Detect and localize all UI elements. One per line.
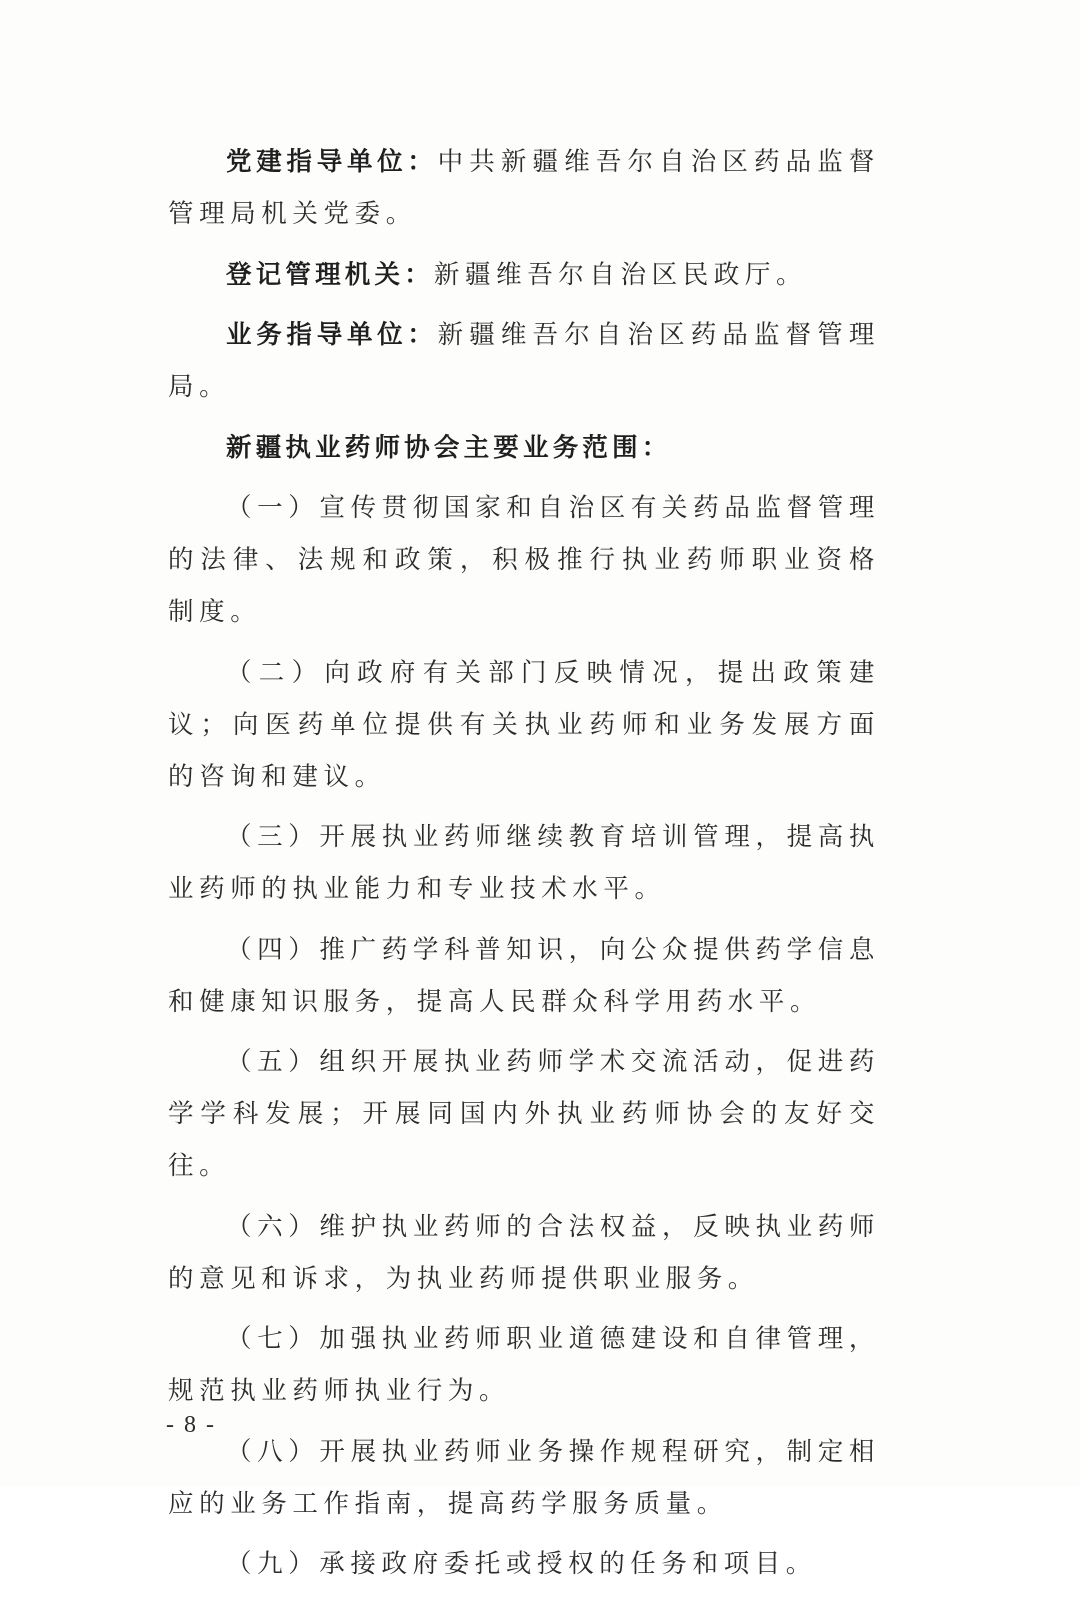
scope-item-1: （一）宣传贯彻国家和自治区有关药品监督管理的法律、法规和政策，积极推行执业药师职业资格制度。 (168, 493, 880, 627)
party-guidance-label: 党建指导单位： (226, 147, 438, 177)
party-guidance-text: 中共新疆维吾尔自治区药品监督管理局机关党委。 (168, 147, 881, 229)
scope-heading: 新疆执业药师协会主要业务范围： (226, 432, 672, 463)
scope-item-8: （八）开展执业药师业务操作规程研究，制定相应的业务工作指南，提高药学服务质量。 (168, 1436, 880, 1519)
registration-authority-paragraph (168, 249, 880, 301)
scope-heading-paragraph (168, 422, 880, 474)
scope-item-2: （二）向政府有关部门反映情况，提出政策建议；向医药单位提供有关执业药师和业务发展方面的咨询和建议。 (168, 657, 880, 792)
document-body (168, 136, 880, 1599)
scope-item-3: （三）开展执业药师继续教育培训管理，提高执业药师的执业能力和专业技术水平。 (168, 822, 880, 904)
scope-item-9: （九）承接政府委托或授权的任务和项目。 (226, 1549, 817, 1579)
scope-item-6: （六）维护执业药师的合法权益，反映执业药师的意见和诉求，为执业药师提供职业服务。 (168, 1211, 880, 1294)
scope-item-4: （四）推广药学科普知识，向公众提供药学信息和健康知识服务，提高人民群众科学用药水平。 (168, 934, 880, 1017)
registration-authority-text: 新疆维吾尔自治区民政厅。 (433, 259, 808, 290)
scope-item-5: （五）组织开展执业药师学术交流活动，促进药学学科发展；开展同国内外执业药师协会的友好交往。 (168, 1047, 880, 1181)
party-guidance-paragraph (168, 136, 880, 240)
business-guidance-paragraph (168, 309, 880, 413)
business-guidance-text: 新疆维吾尔自治区药品监督管理局。 (168, 320, 881, 402)
scope-item-7: （七）加强执业药师职业道德建设和自律管理，规范执业药师执业行为。 (168, 1324, 880, 1406)
registration-authority-label: 登记管理机关： (226, 259, 434, 290)
page-number: - 8 - (166, 1412, 216, 1438)
business-guidance-label: 业务指导单位： (226, 320, 438, 350)
